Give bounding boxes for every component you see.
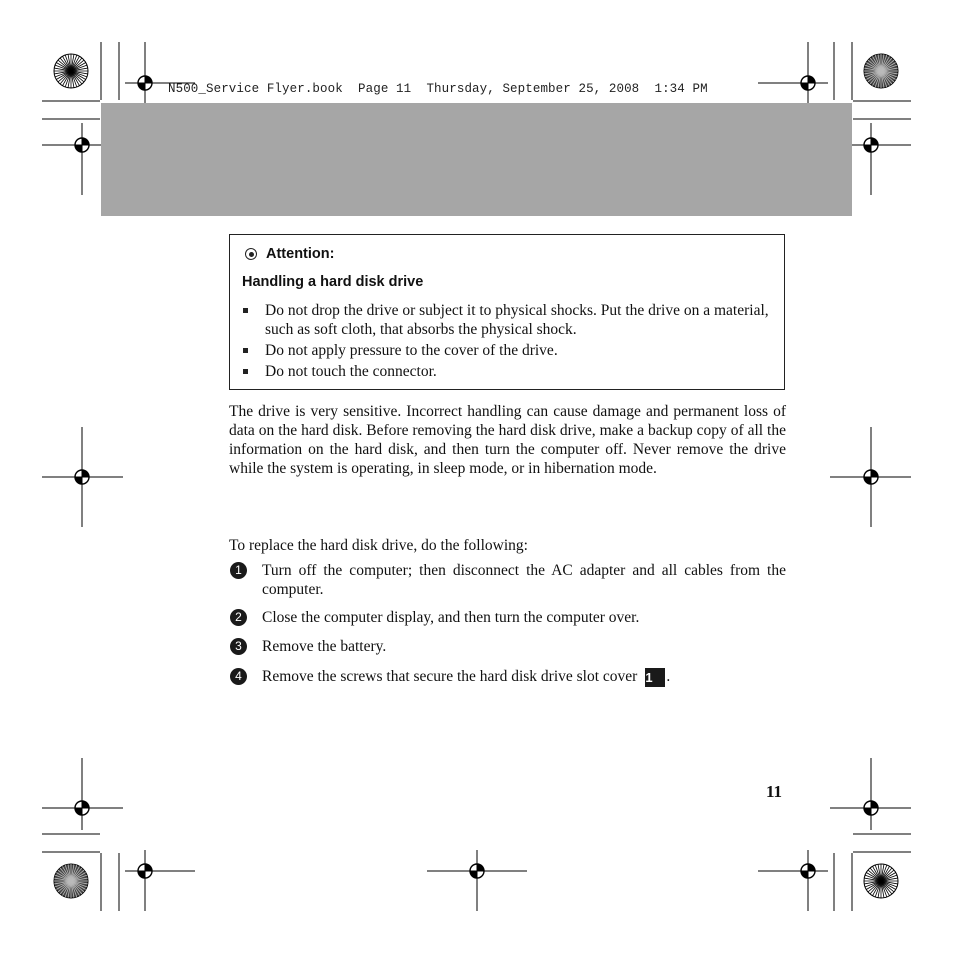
attention-item-text: Do not apply pressure to the cover of the drive. (265, 342, 558, 359)
print-header: N500_Service Flyer.book Page 11 Thursday, September 25, 2008 1:34 PM (168, 82, 708, 96)
step-text: Remove the battery. (262, 638, 387, 655)
step-item (229, 637, 786, 656)
attention-item (242, 341, 772, 360)
step-text: Close the computer display, and then turn the computer over. (262, 609, 640, 626)
starburst-target-icon (54, 864, 88, 898)
step-text (262, 667, 786, 687)
callout-badge: 1 (645, 668, 665, 687)
registration-mark-icon (427, 850, 527, 911)
registration-mark-icon (125, 850, 195, 911)
attention-item (242, 301, 772, 339)
attention-title (245, 246, 334, 262)
attention-item-text: Do not drop the drive or subject it to physical shocks. Put the drive on a material, such as soft cloth, that absorbs the physical shock. (265, 302, 769, 338)
registration-mark-icon (42, 758, 123, 830)
attention-item-text: Do not touch the connector. (265, 363, 437, 380)
step-item (229, 667, 786, 687)
step-number-icon: 1 (230, 562, 247, 579)
starburst-target-icon (864, 54, 898, 88)
registration-mark-icon (830, 758, 911, 830)
page-number: 11 (766, 782, 783, 801)
steps-intro: To replace the hard disk drive, do the following: (229, 537, 528, 554)
bullet-square-icon (243, 348, 248, 353)
attention-subtitle: Handling a hard disk drive (242, 274, 424, 290)
header-band (101, 103, 852, 216)
attention-title-text: Attention: (266, 246, 335, 262)
registration-mark-icon (758, 850, 828, 911)
step-number-icon: 2 (230, 609, 247, 626)
registration-mark-icon (758, 42, 828, 104)
body-paragraph: The drive is very sensitive. Incorrect handling can cause damage and permanent loss of data on the hard disk. Before removing the hard disk drive, make a backup copy of all the information on the hard disk, and then turn the computer off. Never remove the drive while the system is operating, in sleep mode, or in hibernation mode. (229, 403, 786, 477)
step-text: Turn off the computer; then disconnect the AC adapter and all cables from the computer. (262, 562, 786, 598)
step-item (229, 561, 786, 599)
step-text-main: Remove the screws that secure the hard disk drive slot cover (262, 668, 638, 685)
registration-mark-icon (830, 427, 911, 527)
bullet-square-icon (243, 369, 248, 374)
registration-mark-icon (42, 427, 123, 527)
step-text-tail: . (666, 668, 671, 685)
starburst-target-icon (54, 54, 88, 88)
step-item (229, 608, 786, 627)
attention-icon (245, 248, 257, 260)
starburst-target-icon (864, 864, 898, 898)
bullet-square-icon (243, 308, 248, 313)
step-number-icon: 3 (230, 638, 247, 655)
attention-item (242, 362, 772, 381)
step-number-icon: 4 (230, 668, 247, 685)
